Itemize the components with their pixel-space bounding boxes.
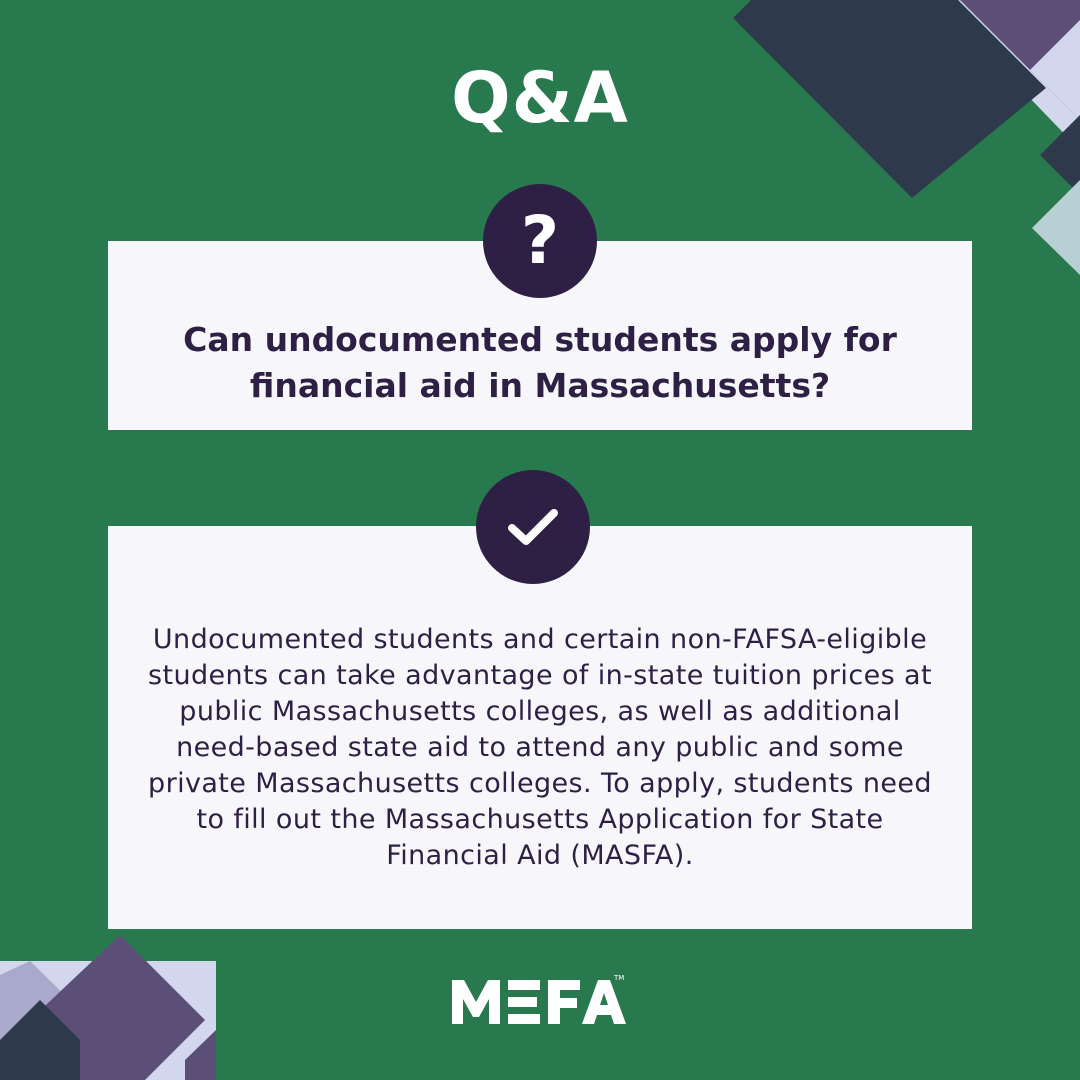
question-mark-icon: ?	[520, 202, 560, 279]
decor-diamond-teal	[1032, 180, 1080, 275]
answer-badge	[476, 470, 590, 584]
question-text: Can undocumented students apply for financial aid in Massachusetts?	[183, 320, 897, 405]
answer-text: Undocumented students and certain non-FAFSA-eligible students can take advantage of in-state tuition prices at public Massachusetts colleges, as well as additional need-based state aid to attend any public and some private Massachusetts colleges. To apply, students need to fill out the Massachusetts Application for State Financial Aid (MASFA).	[148, 624, 932, 871]
svg-text:TM: TM	[614, 974, 625, 982]
answer-card	[108, 526, 972, 929]
question-badge	[483, 184, 597, 298]
mefa-logo-wordmark	[450, 972, 630, 1032]
checkmark-icon	[505, 505, 561, 549]
page-title: Q&A	[451, 57, 629, 139]
mefa-logo	[0, 972, 1080, 1032]
